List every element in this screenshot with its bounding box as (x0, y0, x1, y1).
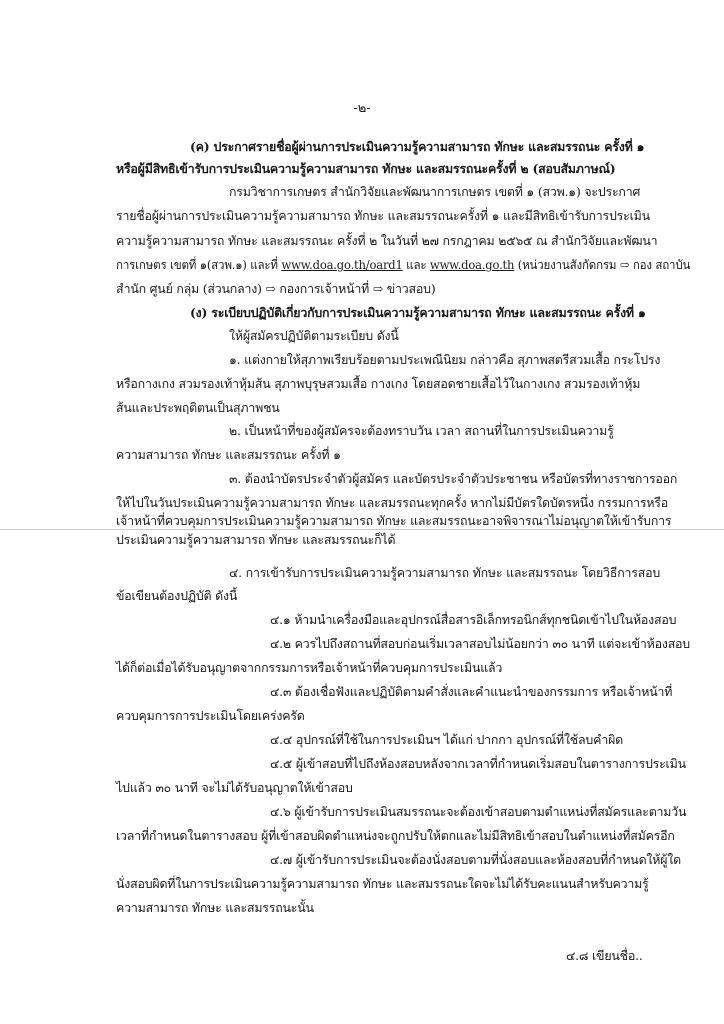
section-c-body-line1: กรมวิชาการเกษตร สำนักวิจัยและพัฒนาการเกษตร เขตที่ ๑ (สวพ.๑) จะประกาศ (229, 184, 641, 199)
section-c-body-line3: ความรู้ความสามารถ ทักษะ และสมรรถนะ ครั้งที่ ๒ ในวันที่ ๒๗ กรกฎาคม ๒๕๖๕ ณ สำนักวิจัยและพัฒนา (116, 233, 658, 248)
subitem-4-4: ๔.๔ อุปกรณ์ที่ใช้ในการประเมินฯ ได้แก่ ปากกา อุปกรณ์ที่ใช้ลบคำผิด (270, 732, 624, 747)
subitem-4-2-line2: ได้ก็ต่อเมื่อได้รับอนุญาตจากกรรมการหรือเจ้าหน้าที่ควบคุมการประเมินแล้ว (116, 660, 503, 675)
body-line4-text-c: (หน่วยงานสังกัดกรม ⇨ กอง สถาบัน (514, 257, 691, 272)
subitem-4-7-line2: นั่งสอบผิดที่ในการประเมินความรู้ความสามารถ ทักษะ และสมรรถนะใดจะไม่ได้รับคะแนนสำหรับความรู้ (116, 876, 649, 891)
item3-line4: ประเมินความรู้ความสามารถ ทักษะ และสมรรถนะก็ได้ (116, 532, 396, 547)
subitem-4-3-line2: ควบคุมการการประเมินโดยเคร่งครัด (116, 708, 305, 723)
subitem-4-5-line2: ไปแล้ว ๓๐ นาที จะไม่ได้รับอนุญาตให้เข้าสอบ (116, 780, 353, 795)
body-line4-text-b: และ (402, 257, 430, 272)
item3-line1: ๓. ต้องนำบัตรประจำตัวผู้สมัคร และบัตรประจำตัวประชาชน หรือบัตรที่ทางราชการออก (229, 471, 678, 486)
item4-line1: ๔. การเข้ารับการประเมินความรู้ความสามารถ ทักษะ และสมรรถนะ โดยวิธีการสอบ (229, 565, 660, 580)
item3-line3: เจ้าหน้าที่ควบคุมการประเมินความรู้ความสามารถ ทักษะ และสมรรถนะอาจพิจารณาไม่อนุญาตให้เข้ารับการ (116, 513, 672, 528)
item1-line2: หรือกางเกง สวมรองเท้าหุ้มส้น สุภาพบุรุษสวมเสื้อ กางเกง โดยสอดชายเสื้อไว้ในกางเกง สวมรองเท้าหุ้ม (116, 376, 641, 391)
section-c-heading-line1: (ค) ประกาศรายชื่อผู้ผ่านการประเมินความรู้ความสามารถ ทักษะ และสมรรถนะ ครั้งที่ ๑ (190, 139, 645, 154)
subitem-4-2-line1: ๔.๒ ควรไปถึงสถานที่สอบก่อนเริ่มเวลาสอบไม่น้อยกว่า ๓๐ นาที แต่จะเข้าห้องสอบ (270, 636, 690, 651)
section-c-body-line4 (116, 257, 690, 273)
link-doa[interactable]: www.doa.go.th (429, 257, 515, 272)
section-d-heading: (ง) ระเบียบปฏิบัติเกี่ยวกับการประเมินความรู้ความสามารถ ทักษะ และสมรรถนะ ครั้งที่ ๑ (190, 305, 646, 320)
subitem-4-5-line1: ๔.๕ ผู้เข้าสอบที่ไปถึงห้องสอบหลังจากเวลาที่กำหนดเริ่มสอบในตารางการประเมิน (270, 756, 686, 771)
subitem-4-3-line1: ๔.๓ ต้องเชื่อฟังและปฏิบัติตามคำสั่งและคำแนะนำของกรรมการ หรือเจ้าหน้าที่ (270, 684, 673, 699)
subitem-4-7-line3: ความสามารถ ทักษะ และสมรรถนะนั้น (116, 900, 314, 915)
continuation-marker: ๔.๘ เขียนชื่อ.. (566, 948, 643, 963)
section-c-heading-line2: หรือผู้มีสิทธิเข้ารับการประเมินความรู้ความสามารถ ทักษะ และสมรรถนะครั้งที่ ๒ (สอบสัมภาษณ์) (116, 161, 616, 176)
item1-line3: ส้นและประพฤติตนเป็นสุภาพชน (116, 400, 280, 415)
subitem-4-6-line2: เวลาที่กำหนดในตารางสอบ ผู้ที่เข้าสอบผิดตำแหน่งจะถูกปรับให้ตกและไม่มีสิทธิเข้าสอบในตำแหน่งที่สมัครอีก (116, 828, 675, 843)
item2-line1: ๒. เป็นหน้าที่ของผู้สมัครจะต้องทราบวัน เวลา สถานที่ในการประเมินความรู้ (229, 423, 614, 438)
link-doa-oard1[interactable]: www.doa.go.th/oard1 (281, 257, 403, 272)
subitem-4-7-line1: ๔.๗ ผู้เข้ารับการประเมินจะต้องนั่งสอบตามที่นั่งสอบและห้องสอบที่กำหนดให้ผู้ใด (270, 852, 682, 867)
page-number: -๒- (353, 101, 371, 116)
item1-line1: ๑. แต่งกายให้สุภาพเรียบร้อยตามประเพณีนิยม กล่าวคือ สุภาพสตรีสวมเสื้อ กระโปรง (229, 352, 661, 367)
body-line4-text-a: การเกษตร เขตที่ ๑(สวพ.๑) และที่ (116, 257, 282, 272)
subitem-4-1: ๔.๑ ห้ามนำเครื่องมือและอุปกรณ์สื่อสารอิเล็กทรอนิกส์ทุกชนิดเข้าไปในห้องสอบ (270, 612, 677, 627)
item2-line2: ความสามารถ ทักษะ และสมรรถนะ ครั้งที่ ๑ (116, 447, 341, 462)
scan-fold-line (0, 529, 724, 530)
item4-line2: ข้อเขียนต้องปฏิบัติ ดังนี้ (116, 588, 238, 603)
subitem-4-6-line1: ๔.๖ ผู้เข้ารับการประเมินสมรรถนะจะต้องเข้าสอบตามตำแหน่งที่สมัครและตามวัน (270, 804, 687, 819)
section-c-body-line2: รายชื่อผู้ผ่านการประเมินความรู้ความสามารถ ทักษะ และสมรรถนะครั้งที่ ๑ และมีสิทธิเข้ารับการประเมิน (116, 208, 650, 223)
section-c-body-line5: สำนัก ศูนย์ กลุ่ม (ส่วนกลาง) ⇨ กองการเจ้าหน้าที่ ⇨ ข่าวสอบ) (116, 281, 436, 296)
section-d-intro: ให้ผู้สมัครปฏิบัติตามระเบียบ ดังนี้ (229, 328, 399, 343)
item3-line2: ให้ไปในวันประเมินความรู้ความสามารถ ทักษะ และสมรรถนะทุกครั้ง หากไม่มีบัตรใดบัตรหนึ่ง กรรมการหรือ (116, 495, 668, 510)
